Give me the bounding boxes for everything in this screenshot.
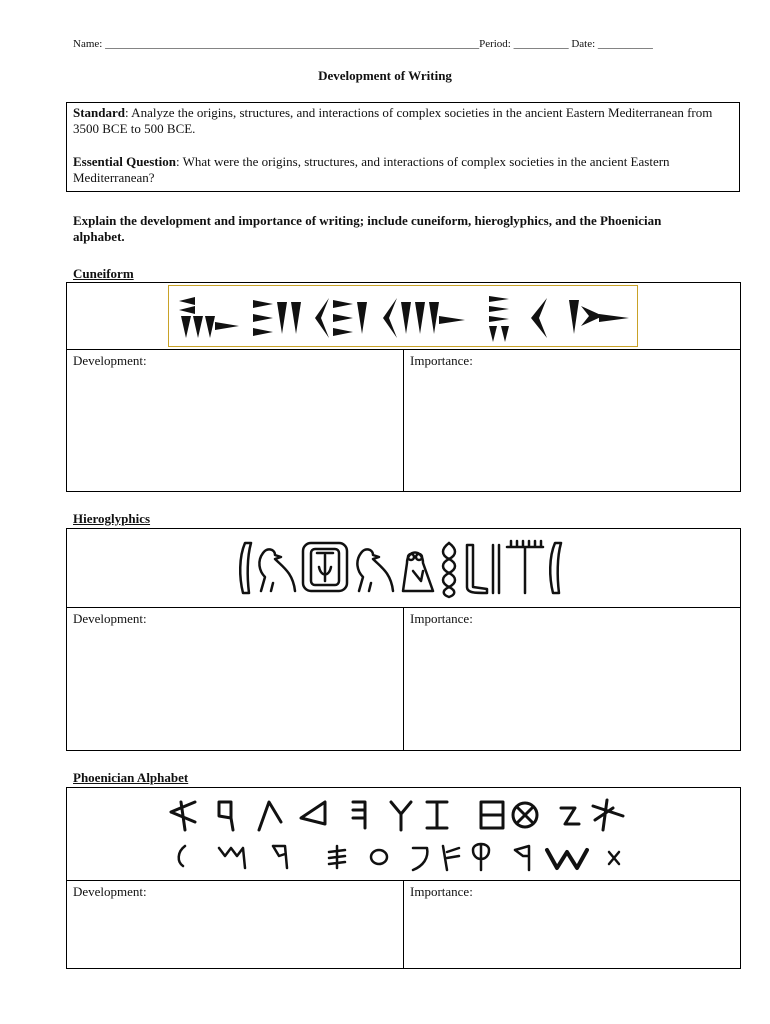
hieroglyphics-development-cell[interactable] [67,608,404,751]
cuneiform-importance-cell[interactable] [404,350,740,492]
phoenician-heading: Phoenician Alphabet [73,770,189,785]
header-line [73,38,733,50]
phoenician-development-cell[interactable] [67,881,404,969]
cuneiform-section [66,282,741,492]
cuneiform-development-label: Development: [73,353,147,368]
hieroglyphics-development-label: Development: [73,611,147,626]
assignment-prompt: Explain the development and importance of writing; include cuneiform, hieroglyphics, and the Phoenician alphabet. [73,213,662,244]
standard-label: Standard [73,105,126,120]
cuneiform-importance-label: Importance: [410,353,473,368]
cuneiform-image [168,285,638,347]
cuneiform-answer-row [67,350,740,492]
phoenician-symbol-row [67,788,740,881]
hieroglyphics-section [66,528,741,751]
name-field-label[interactable]: Name: ____________________________________________________________________ [73,38,480,50]
phoenician-development-label: Development: [73,884,147,899]
cuneiform-symbol-row [67,283,740,350]
hieroglyphics-heading: Hieroglyphics [73,511,151,526]
hieroglyphics-answer-row [67,608,740,751]
page-title: Development of Writing [318,68,452,83]
standard-text: : Analyze the origins, structures, and interactions of complex societies in the ancient Eastern Mediterranean from 3500 BCE to 500 BCE. [73,105,713,136]
date-field-label[interactable]: Date: __________ [571,38,653,50]
cuneiform-glyphs [169,286,637,346]
hieroglyphics-importance-label: Importance: [410,611,473,626]
hieroglyphics-symbol-row [67,529,740,608]
hieroglyphics-importance-cell[interactable] [404,608,740,751]
standard-paragraph [73,105,733,137]
hieroglyph-glyphs [237,537,567,599]
essential-question-paragraph [73,154,733,186]
cuneiform-heading: Cuneiform [73,266,134,281]
phoenician-importance-cell[interactable] [404,881,740,969]
phoenician-answer-row [67,881,740,969]
essential-question-label: Essential Question [73,154,176,169]
phoenician-glyphs [167,794,647,878]
period-field-label[interactable]: Period: __________ [479,38,569,50]
phoenician-section [66,787,741,969]
phoenician-importance-label: Importance: [410,884,473,899]
standard-box [66,102,740,192]
cuneiform-development-cell[interactable] [67,350,404,492]
essential-question-text: : What were the origins, structures, and interactions of complex societies in the ancient Eastern Mediterranean? [73,154,670,185]
